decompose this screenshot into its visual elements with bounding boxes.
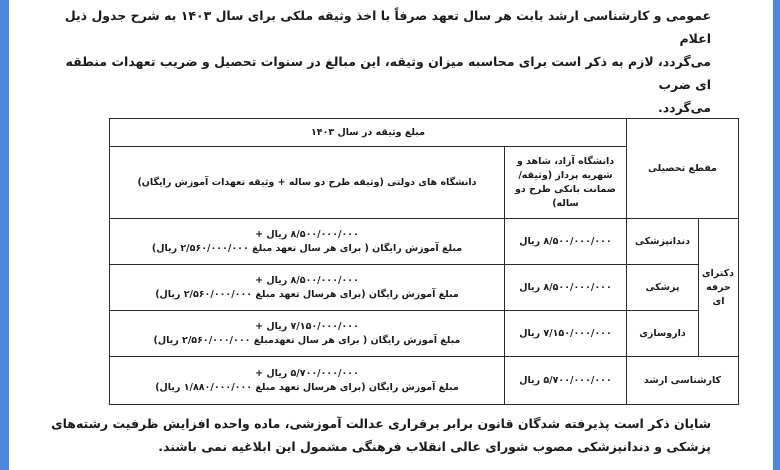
header-amount-1403: مبلغ وثیقه در سال ۱۴۰۳ [110,119,627,147]
gov-amount-dentistry [110,219,505,265]
azad-amount-masters: ۵/۷۰۰/۰۰۰/۰۰۰ ریال [504,357,626,405]
footnote-line-2: پزشکی و دندانپزشکی مصوب شورای عالی انقلاب فرهنگی مشمول این ابلاغیه نمی باشند. [158,439,711,454]
left-blue-strip [0,0,9,470]
intro-line-2: می‌گردد، لازم به ذکر است برای محاسبه میزان وثیقه، این مبالغ در سنوات تحصیل و ضریب تعهدات منطقه ای ضرب [65,54,711,92]
gov-amount-masters [110,357,505,405]
collateral-table [109,118,739,405]
gov-amount-medicine [110,265,505,311]
degree-professional-doctorate: دکترای حرفه ای [699,219,739,357]
right-blue-strip [773,0,780,470]
gov-amount-medicine-free-edu: مبلغ آموزش رایگان (برای هرسال تعهد مبلغ ۲/۵۶۰/۰۰۰/۰۰۰ ریال) [155,288,459,300]
footnote-paragraph [31,412,711,458]
gov-amount-dentistry-base: ۸/۵۰۰/۰۰۰/۰۰۰ ریال + [255,228,359,240]
field-dentistry: دندانپزشکی [626,219,698,265]
gov-amount-dentistry-free-edu: مبلغ آموزش رایگان ( برای هر سال تعهد مبلغ ۲/۵۶۰/۰۰۰/۰۰۰ ریال) [151,242,463,254]
header-azad-university: دانشگاه آزاد، شاهد و شهریه پرداز (وثیقه/ضمانت بانکی طرح دو ساله) [504,147,626,219]
intro-line-1: عمومی و کارشناسی ارشد بابت هر سال تعهد صرفاً با اخذ وثیقه ملکی برای سال ۱۴۰۳ به شرح جدول ذیل اعلام [64,8,711,46]
gov-amount-pharmacy-free-edu: مبلغ آموزش رایگان ( برای هر سال تعهدمبلغ ۲/۵۶۰/۰۰۰/۰۰۰ ریال) [153,334,461,346]
azad-amount-dentistry: ۸/۵۰۰/۰۰۰/۰۰۰ ریال [504,219,626,265]
field-pharmacy: داروسازی [626,311,698,357]
azad-amount-pharmacy: ۷/۱۵۰/۰۰۰/۰۰۰ ریال [504,311,626,357]
gov-amount-masters-free-edu: مبلغ آموزش رایگان (برای هرسال تعهد مبلغ ۱/۸۸۰/۰۰۰/۰۰۰ ریال) [155,381,459,393]
footnote-line-1: شایان ذکر است پذیرفته شدگان قانون برابر برقراری عدالت آموزشی، ماده واحده افزایش ظرفیت رشته‌های [51,416,711,431]
intro-paragraph [51,4,711,119]
document-page [9,0,773,470]
field-medicine: پزشکی [626,265,698,311]
azad-amount-medicine: ۸/۵۰۰/۰۰۰/۰۰۰ ریال [504,265,626,311]
gov-amount-pharmacy [110,311,505,357]
degree-masters: کارشناسی ارشد [626,357,738,405]
intro-line-3: می‌گردد. [657,100,711,115]
gov-amount-medicine-base: ۸/۵۰۰/۰۰۰/۰۰۰ ریال + [255,274,359,286]
gov-amount-pharmacy-base: ۷/۱۵۰/۰۰۰/۰۰۰ ریال + [255,320,359,332]
header-education-level: مقطع تحصیلی [626,119,738,219]
gov-amount-masters-base: ۵/۷۰۰/۰۰۰/۰۰۰ ریال + [255,367,359,379]
header-government-university: دانشگاه های دولتی (وثیقه طرح دو ساله + وثیقه تعهدات آموزش رایگان) [110,147,505,219]
